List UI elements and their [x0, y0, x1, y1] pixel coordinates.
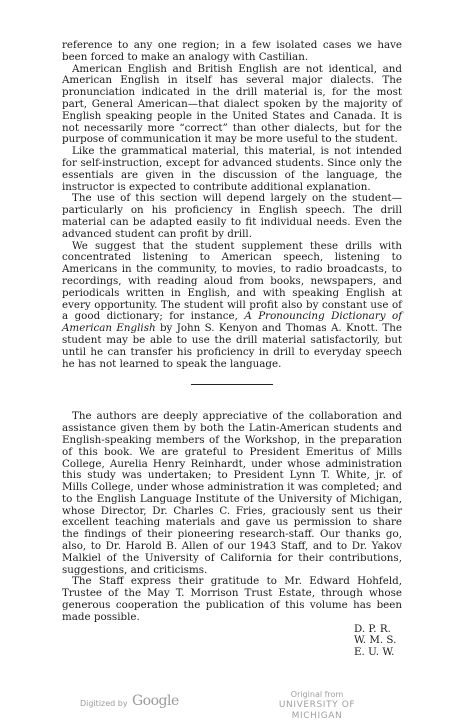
paragraph-section-use: The use of this section will depend largely on the student—particularly on his proficiency in English speech. The drill material can be adapted easily to fit individual needs. Even the advanced student can profit by drill. [62, 192, 402, 240]
suggestion-text-start: We suggest that the student supplement these drills with concentrated listening to American speech, listening to Americans in the community, to movies, to radio broadcasts, to recordings, with reading aloud from books, newspapers, and periodicals written in English, and with speaking English at every opportunity. The student will profit also by constant use of a good dictionary; for instance, [62, 239, 402, 323]
document-page [62, 40, 402, 658]
digitized-by-label: Digitized by [80, 699, 128, 708]
section-divider [191, 384, 273, 385]
original-from-label: Original from [290, 690, 344, 699]
institution-label: UNIVERSITY OF MICHIGAN [278, 700, 356, 721]
paragraph-suggestion [62, 241, 402, 371]
paragraph-region-note: reference to any one region; in a few isolated cases we have been forced to make an analogy with Castilian. [62, 39, 402, 63]
paragraph-american-english: American English and British English are not identical, and American English in itself has several major dialects. The pronunciation indicated in the drill material is, for the most part, General American—that dialect spoken by the majority of English speaking people in the United States and Canada. It is not necessarily more “correct” than other dialects, but for the purpose of communication it may be more useful to the student. [62, 62, 402, 146]
author-initials [354, 624, 402, 659]
scan-footer [0, 690, 456, 720]
initials-line: W. M. S. [354, 634, 397, 647]
gratitude-paragraph: The Staff express their gratitude to Mr. Edward Hohfeld, Trustee of the May T. Morrison Trust Estate, through whose generous cooperation the publication of this volume has been made possible. [62, 575, 402, 623]
initials-line: E. U. W. [354, 645, 395, 658]
paragraph-grammatical-material: Like the grammatical material, this material, is not intended for self-instruction, except for advanced students. Since only the essentials are given in the discussion of the language, the instructor is expected to contribute additional explanation. [62, 145, 402, 193]
origin-block [257, 690, 377, 722]
dictionary-title: A Pronouncing Dictionary of American English [62, 310, 403, 335]
google-logo: Google [132, 693, 179, 709]
acknowledgments-paragraph: The authors are deeply appreciative of the collaboration and assistance given them by both the Latin-American students and English-speaking members of the Workshop, in the preparation of this book. We are grateful to President Emeritus of Mills College, Aurelia Henry Reinhardt, under whose administration this study was undertaken; to President Lynn T. White, jr. of Mills College, under whose administration it was completed; and to the English Language Institute of the University of Michigan, whose Director, Dr. Charles C. Fries, graciously sent us their excellent teaching materials and gave us permission to share the findings of their pioneering research-staff. Our thanks go, also, to Dr. Harold B. Allen of our 1943 Staff, and to Dr. Yakov Malkiel of the University of California for their contributions, suggestions, and criticisms. [62, 410, 402, 576]
suggestion-text-end: by John S. Kenyon and Thomas A. Knott. The student may be able to use the drill material satisfactorily, but until he can transfer his proficiency in drill to everyday speech he has not learned to speak the language. [62, 322, 402, 370]
initials-line: D. P. R. [354, 622, 391, 635]
